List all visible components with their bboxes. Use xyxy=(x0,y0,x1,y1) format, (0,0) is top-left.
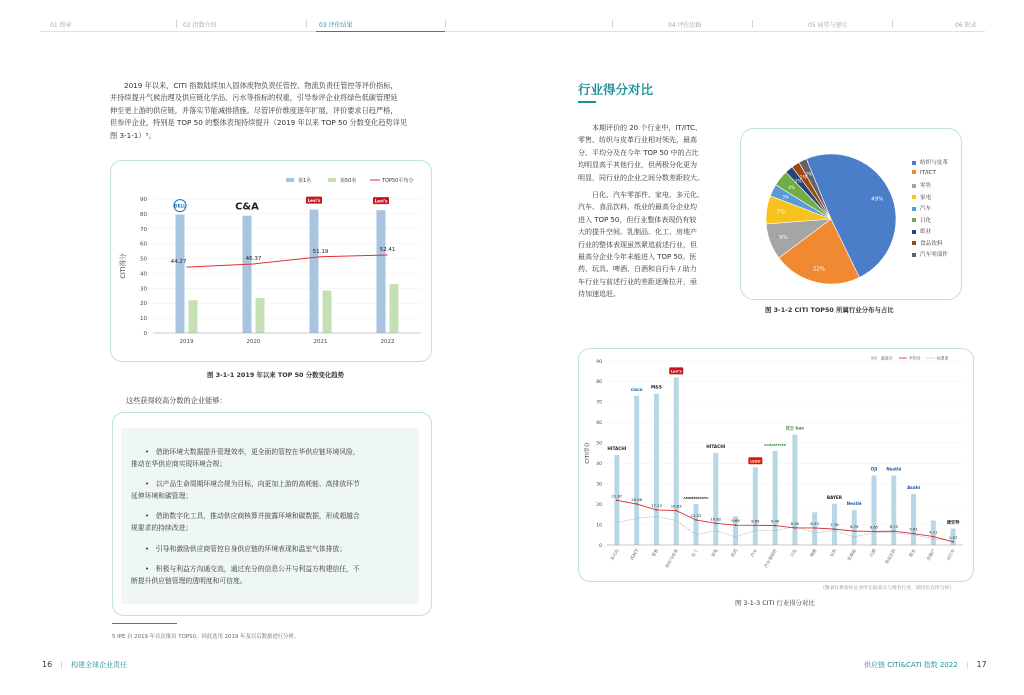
pie-slice-label: 22% xyxy=(812,266,826,273)
para-line: 汽车、食品饮料、纸业的最高分企业均 xyxy=(578,203,697,212)
legend-label: 食品饮料 xyxy=(920,240,943,247)
data-label: 9.65 xyxy=(751,518,760,524)
para-line: 本期评价的 20 个行业中，IT/ITC、 xyxy=(592,124,702,132)
data-label: 51.19 xyxy=(312,248,329,255)
legend-swatch xyxy=(912,207,916,211)
nav-separator xyxy=(176,20,177,28)
data-label: 6.65 xyxy=(869,524,879,530)
y-tick-label: 50 xyxy=(140,256,147,263)
para-line: 明显，同行业的企业之间分数差距较大。 xyxy=(578,173,704,182)
bar-50th-place xyxy=(323,291,332,333)
brand-logo: OJI xyxy=(870,466,878,472)
chart3-caption: 图 3-1-3 CITI 行业得分对比 xyxy=(735,599,815,607)
industry-max-bar xyxy=(891,475,896,545)
logo-text: Levi's xyxy=(670,369,682,374)
footer-left xyxy=(42,660,127,670)
chart1-caption: 图 3-1-1 2019 年以来 TOP 50 分数变化趋势 xyxy=(207,371,345,379)
data-label: 16.83 xyxy=(670,503,682,509)
footer-divider: | xyxy=(60,661,63,669)
para-line: 待加速追赶。 xyxy=(578,290,620,299)
footer-right-text: 供应链 CITI&CATI 指数 2022 xyxy=(864,661,958,669)
average-point xyxy=(952,541,954,543)
para-line: 均明显高于其他行业，但两极分化更为 xyxy=(578,161,697,170)
pie-slice-label: 4% xyxy=(788,185,795,191)
nav-separator xyxy=(612,20,613,28)
y-tick-label: 10 xyxy=(596,523,602,529)
y-axis-label: CITI得分 xyxy=(585,442,591,464)
pie-legend-item xyxy=(912,227,931,235)
ca-logo: C&A xyxy=(235,201,259,213)
bullet-item xyxy=(131,478,413,502)
logo-text: Levi's xyxy=(307,198,321,204)
para-line: 最高分企业今年未能进入 TOP 50。医 xyxy=(578,253,697,262)
pie-legend-item xyxy=(912,158,948,166)
legend-label: TOP50平均分 xyxy=(382,178,414,184)
pie-chart-frame xyxy=(740,128,962,300)
industry-max-bar xyxy=(634,396,639,545)
data-label: 10.62 xyxy=(710,516,722,522)
page-number-left: 16 xyxy=(42,660,53,669)
footer-divider: | xyxy=(965,661,969,669)
average-point xyxy=(834,528,836,530)
x-tick-label: 自行车 xyxy=(945,548,956,562)
average-point xyxy=(715,522,717,524)
logo-text: DELL xyxy=(174,203,186,209)
top50-average-line xyxy=(187,255,388,267)
bar-first-place xyxy=(310,210,319,333)
data-label: 20.06 xyxy=(631,496,643,502)
y-tick-label: 30 xyxy=(596,482,602,488)
intro-line: 图 3-1-1）⁵。 xyxy=(110,130,156,140)
nav-item-outlook[interactable]: 05 展望与建议 xyxy=(808,22,848,29)
para-line: 进入 TOP 50，但行业整体表现仍有较 xyxy=(578,215,697,224)
average-line xyxy=(617,500,953,542)
y-tick-label: 90 xyxy=(596,359,602,365)
legend-swatch xyxy=(912,218,916,222)
x-tick-label: 化工 xyxy=(690,548,699,558)
intro-line: 并持续提升气候治理及供应链化学品、污水等指标的权重，引导参评企业将绿色低碳管理延 xyxy=(110,93,398,103)
data-label: 17.13 xyxy=(651,502,662,508)
x-tick-label: IT/ICT xyxy=(629,548,640,561)
para-line: 零售、纺织与皮革行业相对领先，最高 xyxy=(578,136,697,145)
y-tick-label: 70 xyxy=(140,226,147,233)
brand-logo: SCHAEFFLER xyxy=(764,442,786,447)
industry-score-chart xyxy=(579,349,973,581)
legend-label: 汽车零部件 xyxy=(920,252,948,258)
nav-line xyxy=(445,31,985,32)
pie-legend-item xyxy=(912,239,942,247)
legend-label: 第1名 xyxy=(298,178,312,184)
y-axis-label: CITI得分 xyxy=(119,253,127,279)
nav-separator xyxy=(892,20,893,28)
lead-text: 这些获得较高分数的企业能够： xyxy=(126,396,227,405)
legend-swatch xyxy=(871,357,877,360)
footer-right xyxy=(864,660,987,670)
brand-logo: cisco xyxy=(630,386,643,392)
y-tick-label: 10 xyxy=(140,316,147,323)
brand-logo: M&S xyxy=(651,384,662,390)
para-line: 行业的整体表现虽然紧追前述行业，但 xyxy=(578,240,697,249)
industry-max-bar xyxy=(694,504,699,545)
legend-label: IT/ICT xyxy=(920,169,936,176)
data-label: 9.69 xyxy=(731,518,740,524)
x-tick-label: 2020 xyxy=(246,339,261,345)
footer-left-text: 构建全球企业责任 xyxy=(71,661,128,669)
data-label: 6.79 xyxy=(849,524,859,530)
bar-50th-place xyxy=(256,298,265,333)
brand-logo: Nestlé xyxy=(846,501,862,507)
bullet-line: 断提升供应链管理的透明度和可信度。 xyxy=(131,577,247,585)
brand-logo: HITACHI xyxy=(607,446,627,452)
data-label: 1.57 xyxy=(948,534,958,540)
y-tick-label: 0 xyxy=(143,331,147,337)
x-tick-label: 纺织与皮革 xyxy=(664,548,680,569)
industry-paragraph xyxy=(578,122,728,301)
average-point xyxy=(774,525,776,527)
bullet-line: • 引导和激励供应商管控自身供应链的环境表现和温室气体排放； xyxy=(145,545,347,553)
para-line: 大的提升空间。乳制品、化工、房地产 xyxy=(578,228,697,237)
legend-swatch xyxy=(912,161,916,165)
x-tick-label: 2021 xyxy=(313,339,328,345)
intro-line: 2019 年以来，CITI 指数陆续加入固体废物负责任管控、物流负责任管控等评价指标， xyxy=(124,81,398,90)
legend-swatch xyxy=(912,241,916,245)
std-dev-line xyxy=(617,516,953,541)
average-point xyxy=(853,530,855,532)
industry-max-bar xyxy=(911,494,916,545)
bar-50th-place xyxy=(390,284,399,333)
bullet-item xyxy=(131,543,413,555)
footnote: 5 IPE 自 2019 年首次推出 TOP50，因此选用 2019 年及以后数据进行分析。 xyxy=(112,634,300,640)
average-point xyxy=(754,524,756,526)
average-point xyxy=(656,509,658,511)
nav-line-active xyxy=(316,31,445,32)
legend-label: 汽车 xyxy=(920,206,932,212)
section-title: 行业得分对比 xyxy=(578,82,654,97)
y-tick-label: 60 xyxy=(596,421,602,427)
average-point xyxy=(735,524,737,526)
chart2-caption: 图 3-1-2 CITI TOP50 所属行业分布与占比 xyxy=(765,306,894,314)
y-tick-label: 70 xyxy=(596,400,602,406)
nav-item-approach[interactable]: 04 评价思路 xyxy=(668,22,702,29)
average-point xyxy=(675,510,677,512)
data-label: 44.27 xyxy=(170,259,187,266)
x-tick-label: 房地产 xyxy=(925,548,937,562)
average-point xyxy=(814,527,816,529)
data-label: 8.35 xyxy=(790,520,800,526)
x-tick-label: 2019 xyxy=(179,339,194,345)
bullet-line: • 借助环境大数据提升管理效率，更全面的管控在华供应链环境风险， xyxy=(145,448,360,456)
top-navigation xyxy=(0,0,1024,36)
y-tick-label: 80 xyxy=(140,211,147,218)
x-tick-label: 汽车 xyxy=(749,548,759,558)
y-tick-label: 60 xyxy=(140,241,147,248)
pie-slice-label: 2% xyxy=(799,174,807,180)
legend-label: 第50名 xyxy=(340,178,357,184)
pie-legend-item xyxy=(912,181,931,189)
data-label: 9.49 xyxy=(770,518,780,524)
pie-slice-label: 7% xyxy=(776,209,786,216)
nav-item-results[interactable]: 03 评价结果 xyxy=(319,22,353,29)
x-tick-label: 家电 xyxy=(710,548,719,558)
bullet-item xyxy=(131,563,413,587)
y-tick-label: 90 xyxy=(140,197,147,203)
x-tick-label: 2022 xyxy=(380,339,395,345)
nav-item-appendix[interactable]: 06 附录 xyxy=(955,22,977,29)
legend-label: 日化 xyxy=(920,217,932,224)
bullet-line: 规要求的持续改进； xyxy=(131,524,193,532)
data-label: 7.76 xyxy=(830,522,839,528)
legend-label: 家电 xyxy=(920,194,932,201)
x-tick-label: 医药 xyxy=(729,548,739,558)
y-tick-label: 30 xyxy=(140,286,147,293)
pie-slice-label: 3% xyxy=(782,194,789,200)
bullet-line: 延伸环境和碳管理； xyxy=(131,492,193,500)
data-label: 21.87 xyxy=(611,493,623,499)
intro-line: 伸至更上游的供应链，并落实节能减排措施。尽管评价维度逐年扩展，评价要求日趋严格， xyxy=(110,105,398,115)
average-point xyxy=(893,530,895,532)
nav-separator xyxy=(445,20,446,28)
industry-max-bar xyxy=(654,394,659,545)
nav-separator xyxy=(306,20,307,28)
industry-share-pie-chart xyxy=(741,129,961,299)
average-point xyxy=(913,533,915,535)
industry-max-bar xyxy=(869,475,879,545)
data-label: 6.75 xyxy=(889,524,899,530)
x-tick-label: 白酒 xyxy=(868,548,877,558)
average-point xyxy=(932,536,934,538)
brand-logo: BAYER xyxy=(826,495,843,501)
para-line: 分、平均分及在今年 TOP 50 中的占比 xyxy=(578,148,699,157)
page-number-right: 17 xyxy=(976,660,987,669)
x-tick-label: 啤酒 xyxy=(809,548,818,558)
intro-line: 但参评企业，特别是 TOP 50 的整体表现持续提升（2019 年以来 TOP 50 分数变化趋势详见 xyxy=(110,118,407,128)
pie-slice-label: 2% xyxy=(805,171,813,177)
data-label: 4.11 xyxy=(929,529,938,535)
x-tick-label: 玩具 xyxy=(828,548,838,558)
legend-swatch xyxy=(912,195,916,199)
logo-text: Levi's xyxy=(374,198,388,204)
para-line: 药、玩具、啤酒、白酒和自行车 / 助力 xyxy=(578,265,697,274)
x-tick-label: 汽车零部件 xyxy=(763,548,778,569)
y-tick-label: 80 xyxy=(596,380,602,386)
legend-swatch xyxy=(912,253,916,257)
legend-label: 平均分 xyxy=(909,355,921,361)
average-point xyxy=(794,527,796,529)
legend-label: 纺织与皮革 xyxy=(920,160,948,166)
chart3-note: （图表仅供参评企业所在最高分与排名行业，图出色有所分析） xyxy=(820,586,955,591)
bullet-item xyxy=(131,510,413,534)
x-tick-label: 日化 xyxy=(789,548,798,558)
y-tick-label: 20 xyxy=(596,502,602,508)
logo-text: LEGO xyxy=(750,459,761,464)
x-tick-label: 乳制品 xyxy=(846,548,858,562)
industry-max-bar xyxy=(753,467,758,545)
section-title-bar xyxy=(578,101,596,103)
data-label: 8.33 xyxy=(810,520,819,526)
y-tick-label: 40 xyxy=(140,271,147,278)
legend-swatch xyxy=(286,178,294,182)
bullet-line: 推动在华供应商实现环境合规； xyxy=(131,460,227,468)
industry-score-chart-frame xyxy=(578,348,974,582)
legend-label: 最高分 xyxy=(881,355,893,361)
pie-legend-item xyxy=(912,204,931,212)
x-tick-label: 零售 xyxy=(650,548,660,558)
legend-swatch xyxy=(328,178,336,182)
bar-50th-place xyxy=(189,300,198,333)
nav-item-intro[interactable]: 01 简章 xyxy=(50,22,72,29)
top50-trend-chart-frame xyxy=(110,160,432,362)
y-tick-label: 20 xyxy=(140,301,147,308)
y-tick-label: 50 xyxy=(596,441,602,447)
top50-trend-chart xyxy=(111,161,431,361)
legend-label: 标准差 xyxy=(937,355,949,361)
nav-separator xyxy=(752,20,753,28)
bullet-line: • 借助数字化工具，推动供应商核算并披露环境和碳数据，形成超越合 xyxy=(145,512,360,520)
average-point xyxy=(636,503,638,505)
pie-legend-item xyxy=(912,216,931,224)
bullet-item xyxy=(131,446,413,470)
nav-item-index[interactable]: 02 指数介绍 xyxy=(183,22,217,29)
average-point xyxy=(873,531,875,533)
nav-line xyxy=(40,31,316,32)
brand-logo: Asahi xyxy=(907,484,921,490)
brand-logo: 捷安特 xyxy=(946,519,960,525)
pie-legend-item xyxy=(912,170,936,176)
data-label: 46.37 xyxy=(245,255,262,262)
bullet-line: • 积极与利益方沟通交流，通过充分的信息公开与利益方构建信任，不 xyxy=(145,565,360,573)
bar-first-place xyxy=(377,210,386,333)
data-label: 52.41 xyxy=(379,246,396,253)
para-line: 日化、汽车零部件、家电、多元化、 xyxy=(592,191,704,200)
average-point xyxy=(616,499,618,501)
brand-logo: AMOREPACIFIC xyxy=(683,496,709,501)
pie-slice-label: 9% xyxy=(779,234,788,241)
data-label: 12.23 xyxy=(690,512,702,518)
pie-slice-label: 49% xyxy=(871,196,884,203)
bar-first-place xyxy=(243,216,252,333)
legend-label: 纸业 xyxy=(920,229,932,235)
x-tick-label: 纸业 xyxy=(907,548,917,558)
y-tick-label: 40 xyxy=(596,462,602,468)
brand-logo: 花王 kao xyxy=(785,425,805,431)
pie-slice-label: 2% xyxy=(794,178,802,184)
pie-legend-item xyxy=(912,250,948,258)
para-line: 车行业与前述行业的差距逐渐拉开，亟 xyxy=(578,277,697,286)
legend-swatch xyxy=(912,230,916,234)
x-tick-label: 多元化 xyxy=(609,548,620,562)
brand-logo: Nestlé xyxy=(886,466,902,472)
y-tick-label: 0 xyxy=(599,543,602,549)
footnote-divider xyxy=(112,623,177,624)
data-label: 5.61 xyxy=(909,526,918,532)
pie-legend-item xyxy=(912,193,931,201)
legend-swatch xyxy=(912,170,916,174)
average-point xyxy=(695,519,697,521)
brand-logo: HITACHI xyxy=(706,444,726,449)
bar-first-place xyxy=(176,215,185,333)
legend-swatch xyxy=(912,184,916,188)
legend-label: 零售 xyxy=(920,183,932,189)
x-tick-label: 食品饮料 xyxy=(883,548,897,566)
intro-paragraph xyxy=(110,80,440,142)
bullet-line: • 以产品生命周期环境合规为目标，向更加上游的高耗能、高排放环节 xyxy=(145,480,360,488)
